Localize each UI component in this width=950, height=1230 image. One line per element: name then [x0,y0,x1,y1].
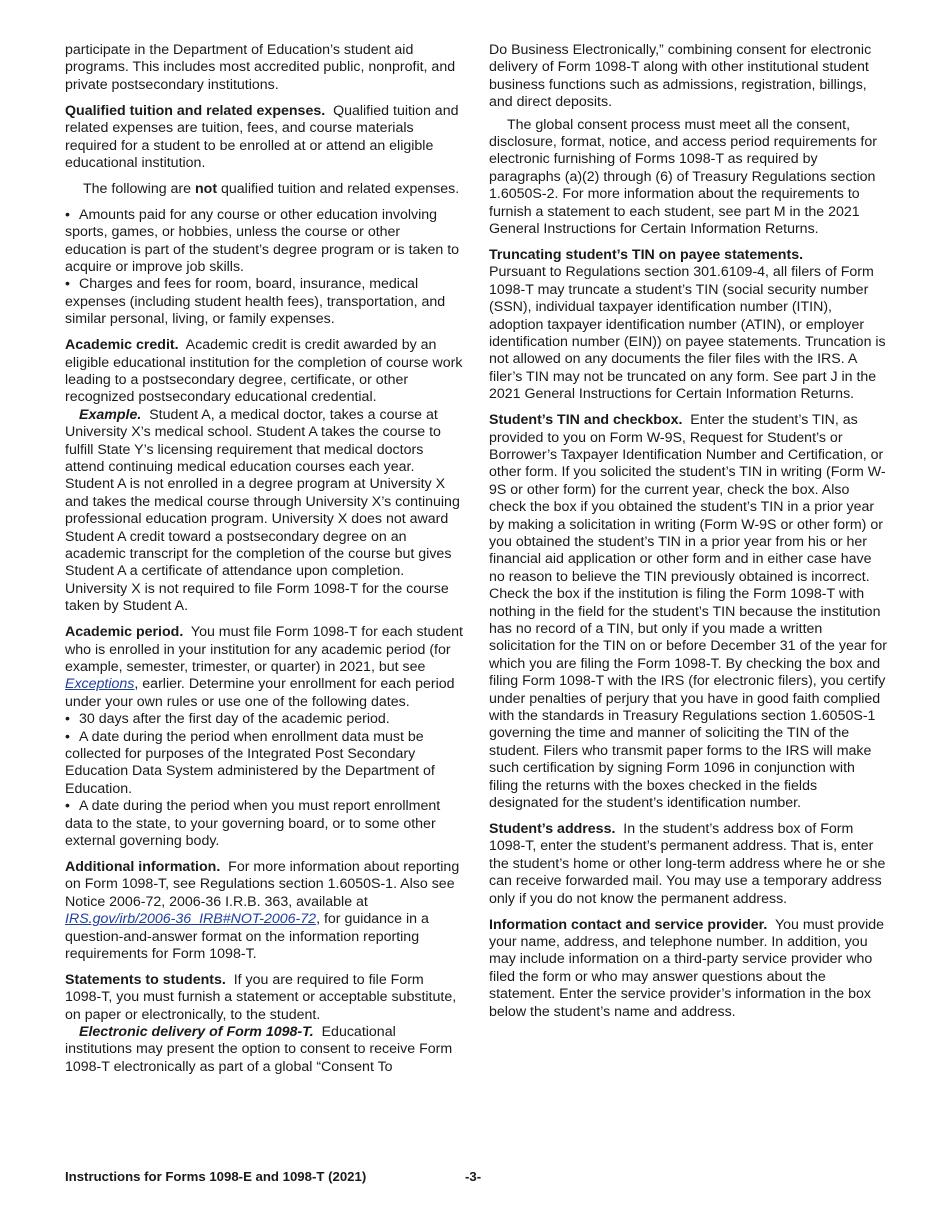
footer-title: Instructions for Forms 1098-E and 1098-T (2021) [65,1169,367,1184]
paragraph-example: Example. Student A, a medical doctor, takes a course at University X’s medical school. Student A takes the course to fulfill State Y’s licensing requirement that medical doctors attend continuing medical education courses each year. Student A is not enrolled in a degree program at University X and takes the medical course through University X’s continuing professional education program. University X does not award Student A credit toward a postsecondary degree on an academic transcript for the completion of the course but gives Student A a certificate of attendance upon completion. University X is not required to file Form 1098-T for the course taken by Student A. [65,406,460,615]
bullet-icon: • [65,798,70,815]
paragraph-not-qualified: The following are not qualified tuition and related expenses. [83,180,460,197]
paragraph-academic-period: Academic period. You must file Form 1098-T for each student who is enrolled in your institution for any academic period (for example, semester, trimester, or quarter) in 2021, but see Exceptions, earlier. Determine your enrollment for each period under your own rules or use one of the following dates. [65,624,463,710]
exceptions-link[interactable]: Exceptions [65,676,135,693]
heading-qualified-tuition: Qualified tuition and related expenses. [65,102,326,119]
right-column [489,42,887,1021]
bullet-icon: • [65,276,70,293]
paragraph-student-tin: Student’s TIN and checkbox. Enter the student’s TIN, as provided to you on Form W-9S, Request for Student’s or Borrower’s Taxpayer Identification Number and Certification, or other form. If you solicited the student’s TIN in writing (Form W-9S or other form) for the current year, check the box. Also check the box if you obtained the student’s TIN in a prior year by making a solicitation in writing (Form W-9S or other form) or you obtained the student’s TIN in a prior year from his or her financial aid application or other form and in either case have no reason to believe the TIN previously obtained is incorrect. Check the box if the institution is filing the Form 1098-T with nothing in the field for the student’s TIN because the institution has no record of a TIN, but only if you made a written solicitation for the TIN on or before December 31 of the year for which you are filing the Form 1098-T. By checking the box and filing Form 1098-T with the IRS (for electronic filers), you certify under penalties of perjury that you have in good faith complied with the standards in Treasury Regulations section 1.6050S-1 governing the time and manner of soliciting the TIN of the student. Filers who transmit paper forms to the IRS will make such certification by signing Form 1096 in conjunction with filing the returns with the boxes checked in the fields designated for the student’s identification number. [489,412,887,812]
heading-academic-period: Academic period. [65,624,184,641]
heading-student-address: Student’s address. [489,820,616,837]
paragraph-additional-information: Additional information. For more information about reporting on Form 1098-T, see Regulations section 1.6050S-1. Also see Notice 2006-72, 2006-36 I.R.B. 363, available at IRS.gov/irb/2006-36_IRB#NOT-2006-72, for guidance in a question-and-answer format on the information reporting requirements for Form 1098-T. [65,858,460,962]
bullet-item: • Amounts paid for any course or other education involving sports, games, or hobbies, unless the course or other education is part of the student’s degree program or is taken to acquire or improve job skills. [65,206,460,275]
paragraph-electronic-delivery: Electronic delivery of Form 1098-T. Educational institutions may present the option to consent to receive Form 1098-T electronically as part of a global “Consent To [65,1024,453,1075]
bullet-item: • A date during the period when enrollment data must be collected for purposes of the Integrated Post Secondary Education Data System administered by the Department of Education. [65,728,435,797]
paragraph-academic-credit: Academic credit. Academic credit is credit awarded by an eligible educational institution for the completion of course work leading to a postsecondary degree, certificate, or other recognized postsecondary educational credential. [65,337,463,406]
paragraph-continuation: Do Business Electronically,” combining consent for electronic delivery of Form 1098-T along with other institutional student business functions such as admissions, registration, billings, and direct deposits. [489,42,872,111]
bullet-icon: • [65,711,70,728]
heading-electronic-delivery: Electronic delivery of Form 1098-T. [79,1024,314,1041]
bullet-item: • 30 days after the first day of the academic period. [65,711,390,728]
bullet-icon: • [65,728,70,745]
paragraph-qualified-tuition: Qualified tuition and related expenses. Qualified tuition and related expenses are tuition, fees, and course materials required for a student to be enrolled at or attend an eligible educational institution. [65,102,459,171]
page-footer [65,1168,885,1185]
bullet-item: • A date during the period when you must report enrollment data to the state, to your governing board, or to some other external governing body. [65,798,441,849]
heading-academic-credit: Academic credit. [65,337,179,354]
paragraph-continuation: participate in the Department of Education’s student aid programs. This includes most accredited public, nonprofit, and private postsecondary institutions. [65,42,456,93]
heading-information-contact: Information contact and service provider. [489,916,768,933]
paragraph-global-consent: The global consent process must meet all the consent, disclosure, format, notice, and access period requirements for electronic furnishing of Forms 1098-T as required by paragraphs (a)(2) through (6) of Treasury Regulations section 1.6050S-2. For more information about the requirements to furnish a statement to each student, see part M in the 2021 General Instructions for Certain Information Returns. [489,116,877,238]
bullet-icon: • [65,206,70,223]
paragraph-student-address: Student’s address. In the student’s address box of Form 1098-T, enter the student’s permanent address. That is, enter the student’s home or other long-term address where he or she can receive forwarded mail. You may use a temporary address only if you do not know the permanent address. [489,820,886,907]
heading-statements-to-students: Statements to students. [65,971,226,988]
paragraph-statements-to-students: Statements to students. If you are required to file Form 1098-T, you must furnish a statement or acceptable substitute, on paper or electronically, to the student. [65,971,457,1023]
bullet-item: • Charges and fees for room, board, insurance, medical expenses (including student health fees), transportation, and similar personal, living, or family expenses. [65,276,446,328]
paragraph-information-contact: Information contact and service provider. You must provide your name, address, and telephone number. In addition, you may include information on a third-party service provider who filed the form or who may answer questions about the statement. Enter the service provider’s information in the box below the student’s name and address. [489,916,885,1020]
heading-truncating-tin: Truncating student’s TIN on payee statements. [489,246,804,263]
paragraph-truncating-tin: Truncating student’s TIN on payee statements. Pursuant to Regulations section 301.6109-4, all filers of Form 1098-T may truncate a student’s TIN (social security number (SSN), individual taxpayer identification number (ITIN), adoption taxpayer identification number (ATIN), or employer identification number (EIN)) on payee statements. Truncation is not allowed on any documents the filer files with the IRS. A filer’s TIN may not be truncated on any form. See part J in the 2021 General Instructions for Certain Information Returns. [489,246,886,403]
heading-additional-information: Additional information. [65,858,221,875]
left-column [65,42,463,1076]
heading-student-tin: Student’s TIN and checkbox. [489,412,683,429]
page-number: -3- [465,1169,482,1184]
heading-example: Example. [79,406,142,423]
irs-notice-link[interactable]: IRS.gov/irb/2006-36_IRB#NOT-2006-72 [65,911,317,928]
